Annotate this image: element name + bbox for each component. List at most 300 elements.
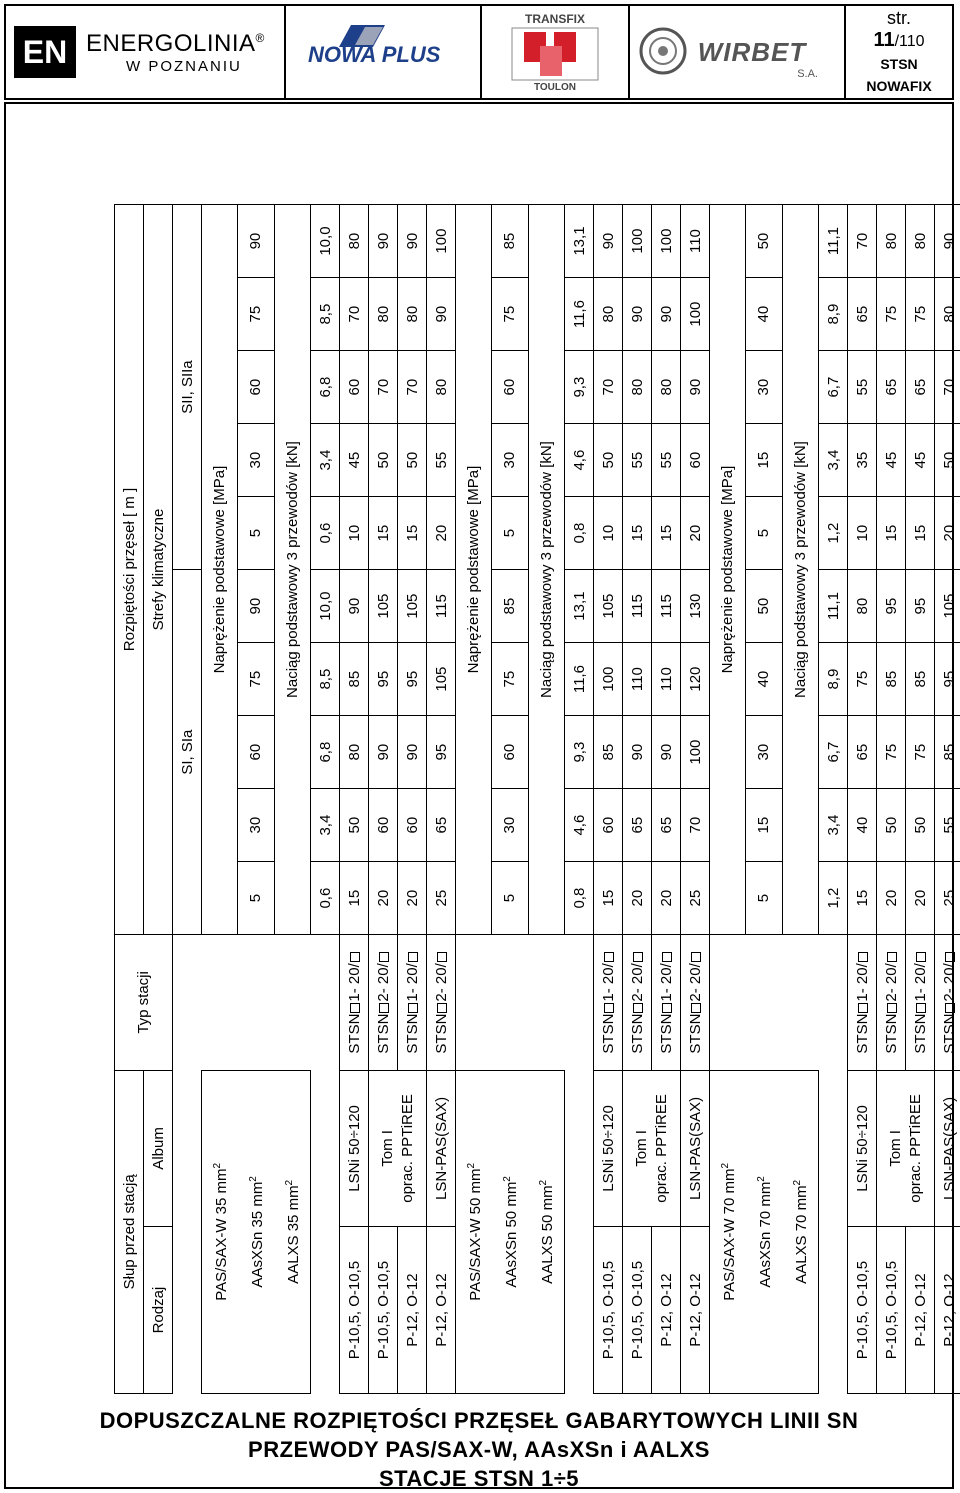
album-oprac: oprac. PPTiREE [398, 1094, 416, 1203]
rodzaj-cell: P-10,5, O-10,5 [594, 1227, 623, 1394]
span-value: 55 [623, 424, 652, 497]
span-value: 85 [935, 716, 960, 789]
conductor-name [782, 1071, 818, 1393]
span-value: 80 [340, 205, 369, 278]
span-value: 70 [398, 351, 427, 424]
placeholder-square-icon [887, 952, 897, 962]
pull-values-row [311, 205, 340, 1394]
span-value: 80 [935, 278, 960, 351]
conductor-cell [710, 1070, 819, 1393]
empty-cell [456, 935, 492, 1071]
span-value: 70 [594, 351, 623, 424]
placeholder-square-icon [379, 952, 389, 962]
span-value: 20 [681, 497, 710, 570]
span-value: 55 [652, 424, 681, 497]
station-type-cell [594, 935, 623, 1071]
pull-value: 0,6 [311, 862, 340, 935]
rodzaj-cell: P-12, O-12 [398, 1227, 427, 1394]
conductor-label: AAsXSn 70 mm [757, 1181, 774, 1288]
span-value: 75 [877, 278, 906, 351]
table-row [877, 205, 906, 1394]
stress-value: 30 [238, 424, 274, 497]
title-line-3: STACJE STSN 1÷5 [378, 1466, 580, 1491]
pull-value: 1,2 [819, 497, 848, 570]
span-value: 20 [623, 862, 652, 935]
station-type-suffix: 2- 20/ [374, 963, 392, 1002]
span-value: 80 [623, 351, 652, 424]
station-type-cell [369, 935, 398, 1071]
pull-value: 11,6 [565, 643, 594, 716]
pull-value: 13,1 [565, 205, 594, 278]
conductor-name [492, 1071, 528, 1393]
station-type-suffix: 1- 20/ [853, 963, 871, 1002]
span-value: 20 [369, 862, 398, 935]
span-value: 10 [594, 497, 623, 570]
station-type-cell [681, 935, 710, 1071]
span-value: 65 [848, 278, 877, 351]
conductor-name [710, 1071, 746, 1393]
pull-value: 0,8 [565, 497, 594, 570]
span-value: 120 [681, 643, 710, 716]
station-type-cell [427, 935, 456, 1071]
station-type-suffix: 1- 20/ [657, 963, 675, 1002]
placeholder-square-icon [858, 952, 868, 962]
station-type-suffix: 1- 20/ [345, 963, 363, 1002]
pull-value: 10,0 [311, 570, 340, 643]
span-value: 60 [681, 424, 710, 497]
span-value: 65 [906, 351, 935, 424]
empty-cell [782, 935, 818, 1071]
span-value: 15 [369, 497, 398, 570]
span-value: 90 [623, 278, 652, 351]
stress-value: 5 [492, 497, 528, 570]
stress-value: 5 [492, 862, 528, 935]
span-value: 90 [340, 570, 369, 643]
table-row [848, 205, 877, 1394]
station-type-suffix: 1- 20/ [911, 963, 929, 1002]
span-value: 105 [369, 570, 398, 643]
pull-label: Naciąg podstawowy 3 przewodów [kN] [782, 205, 818, 935]
conductor-name [202, 1071, 238, 1393]
station-type-prefix: STSN [599, 1013, 617, 1054]
empty-cell [565, 935, 594, 1394]
stress-label-row [202, 205, 238, 1394]
span-value: 90 [427, 278, 456, 351]
span-value: 110 [681, 205, 710, 278]
placeholder-square-icon [408, 952, 418, 962]
placeholder-square-icon [350, 1003, 360, 1013]
conductor-cell [202, 1070, 311, 1393]
album-cell: LSNi 50÷120 [594, 1070, 623, 1226]
placeholder-square-icon [633, 952, 643, 962]
span-value: 60 [340, 351, 369, 424]
stress-value: 60 [492, 351, 528, 424]
pull-value: 11,6 [565, 278, 594, 351]
title-line-1: DOPUSZCZALNE ROZPIĘTOŚCI PRZĘSEŁ GABARYTOWYCH LINII SN [99, 1408, 859, 1433]
span-value: 85 [594, 716, 623, 789]
span-value: 20 [652, 862, 681, 935]
conductor-label: AAsXSn 35 mm [249, 1181, 266, 1288]
album-cell: LSN-PAS(SAX) [935, 1070, 960, 1226]
placeholder-square-icon [633, 1003, 643, 1013]
span-value: 90 [681, 351, 710, 424]
nowa-plus-logo [286, 6, 482, 98]
rodzaj-cell: P-10,5, O-10,5 [623, 1227, 652, 1394]
span-value: 90 [369, 716, 398, 789]
stress-value: 75 [492, 643, 528, 716]
album-cell: LSN-PAS(SAX) [681, 1070, 710, 1226]
page-number: 11 [873, 29, 895, 51]
station-type-prefix: STSN [853, 1013, 871, 1054]
span-value: 15 [340, 862, 369, 935]
span-value: 85 [906, 643, 935, 716]
pull-value: 8,5 [311, 643, 340, 716]
span-value: 50 [369, 424, 398, 497]
span-value: 45 [340, 424, 369, 497]
span-value: 90 [935, 205, 960, 278]
station-type-suffix: 2- 20/ [940, 963, 958, 1002]
album-cell: LSNi 50÷120 [340, 1070, 369, 1226]
span-value: 45 [906, 424, 935, 497]
stress-value: 15 [746, 789, 782, 862]
span-value: 110 [652, 643, 681, 716]
span-value: 90 [369, 205, 398, 278]
station-type-prefix: STSN [432, 1013, 450, 1054]
rotated-span-table [114, 204, 958, 1394]
conductor-name [746, 1071, 782, 1393]
pull-value: 8,5 [311, 278, 340, 351]
pull-value: 13,1 [565, 570, 594, 643]
span-value: 70 [848, 205, 877, 278]
title-line-2: PRZEWODY PAS/SAX-W, AAsXSn i AALXS [248, 1437, 710, 1462]
span-value: 60 [398, 789, 427, 862]
pull-value: 8,9 [819, 643, 848, 716]
empty-cell [274, 935, 310, 1071]
span-table-body [115, 205, 960, 1394]
station-type-cell [623, 935, 652, 1071]
rodzaj-cell: P-12, O-12 [681, 1227, 710, 1394]
span-value: 75 [877, 716, 906, 789]
toulon-text: TOULON [533, 81, 577, 93]
station-type-cell [848, 935, 877, 1071]
conductor-unit-sup: 2 [538, 1179, 549, 1186]
rodzaj-cell: P-10,5, O-10,5 [340, 1227, 369, 1394]
conductor-unit-sup: 2 [212, 1162, 223, 1169]
span-value: 85 [877, 643, 906, 716]
station-type-cell [398, 935, 427, 1071]
span-value: 110 [623, 643, 652, 716]
span-value: 100 [594, 643, 623, 716]
span-value: 95 [369, 643, 398, 716]
conductor-unit-sup: 2 [720, 1162, 731, 1169]
station-type-prefix: STSN [374, 1013, 392, 1054]
stress-value: 30 [746, 351, 782, 424]
pull-values-row [565, 205, 594, 1394]
empty-cell [311, 935, 340, 1394]
page-header [4, 4, 954, 100]
station-type-prefix: STSN [911, 1013, 929, 1054]
station-type-cell [340, 935, 369, 1071]
table-frame [4, 102, 958, 1491]
pull-label: Naciąg podstawowy 3 przewodów [kN] [274, 205, 310, 935]
pull-value: 6,7 [819, 716, 848, 789]
conductor-name [274, 1071, 310, 1393]
registered-mark: ® [255, 30, 265, 45]
energolinia-logo [6, 6, 286, 98]
rodzaj-cell: P-10,5, O-10,5 [877, 1227, 906, 1394]
pull-value: 11,1 [819, 570, 848, 643]
wirbet-bearing-icon [638, 16, 688, 86]
header-rozpietosci: Rozpiętości przęseł [ m ] [115, 205, 144, 935]
empty-cell [492, 935, 528, 1071]
pull-value: 3,4 [819, 424, 848, 497]
span-value: 50 [935, 424, 960, 497]
page-label: str. [886, 8, 911, 28]
rodzaj-cell: P-12, O-12 [427, 1227, 456, 1394]
pull-value: 10,0 [311, 205, 340, 278]
span-value: 80 [906, 205, 935, 278]
span-value: 70 [935, 351, 960, 424]
table-row [935, 205, 960, 1394]
span-value: 20 [877, 862, 906, 935]
span-value: 130 [681, 570, 710, 643]
stress-label-row [456, 205, 492, 1394]
span-value: 15 [398, 497, 427, 570]
stress-value: 50 [746, 570, 782, 643]
span-value: 10 [848, 497, 877, 570]
conductor-label: PAS/SAX-W 70 mm [721, 1168, 738, 1301]
pull-value: 6,8 [311, 351, 340, 424]
station-type-suffix: 2- 20/ [432, 963, 450, 1002]
pull-value: 4,6 [565, 789, 594, 862]
stress-value: 40 [746, 643, 782, 716]
span-value: 80 [398, 278, 427, 351]
pull-value: 4,6 [565, 424, 594, 497]
pull-label: Naciąg podstawowy 3 przewodów [kN] [528, 205, 564, 935]
span-value: 25 [427, 862, 456, 935]
placeholder-square-icon [945, 1003, 955, 1013]
span-value: 15 [594, 862, 623, 935]
span-value: 25 [681, 862, 710, 935]
span-value: 15 [848, 862, 877, 935]
conductor-name [528, 1071, 564, 1393]
placeholder-square-icon [691, 952, 701, 962]
station-type-suffix: 2- 20/ [882, 963, 900, 1002]
station-type-prefix: STSN [345, 1013, 363, 1054]
placeholder-square-icon [662, 952, 672, 962]
span-value: 80 [652, 351, 681, 424]
span-value: 50 [877, 789, 906, 862]
span-value: 45 [877, 424, 906, 497]
station-type-suffix: 2- 20/ [686, 963, 704, 1002]
pull-value: 6,7 [819, 351, 848, 424]
conductor-label: AALXS 35 mm [285, 1185, 302, 1284]
span-value: 105 [398, 570, 427, 643]
header-slup: Słup przed stacją [115, 1070, 144, 1393]
stress-value: 30 [746, 716, 782, 789]
header-zone-2: SII, SIIa [173, 205, 202, 570]
nowa-plus-text: NOWA PLUS [308, 42, 441, 67]
stress-value: 75 [238, 278, 274, 351]
span-value: 15 [623, 497, 652, 570]
span-value: 90 [652, 716, 681, 789]
table-row [427, 205, 456, 1394]
header-strefy: Strefy klimatyczne [144, 205, 173, 935]
span-value: 25 [935, 862, 960, 935]
span-value: 10 [340, 497, 369, 570]
empty-cell [710, 935, 746, 1071]
stress-value: 30 [492, 424, 528, 497]
placeholder-square-icon [945, 952, 955, 962]
stress-value: 5 [238, 862, 274, 935]
header-rodzaj: Rodzaj [144, 1227, 173, 1394]
span-value: 75 [906, 278, 935, 351]
span-value: 100 [681, 716, 710, 789]
pull-value: 3,4 [311, 789, 340, 862]
conductor-name [456, 1071, 492, 1393]
span-value: 15 [877, 497, 906, 570]
station-type-cell [877, 935, 906, 1071]
album-tom: Tom I [632, 1130, 650, 1167]
album-oprac: oprac. PPTiREE [652, 1094, 670, 1203]
stress-value: 15 [746, 424, 782, 497]
stress-value: 5 [238, 497, 274, 570]
span-value: 115 [623, 570, 652, 643]
span-value: 70 [681, 789, 710, 862]
span-value: 95 [935, 643, 960, 716]
rodzaj-cell: P-10,5, O-10,5 [848, 1227, 877, 1394]
pull-value: 0,6 [311, 497, 340, 570]
span-value: 65 [427, 789, 456, 862]
station-type-prefix: STSN [686, 1013, 704, 1054]
stress-value: 90 [238, 570, 274, 643]
album-oprac: oprac. PPTiREE [906, 1094, 924, 1203]
placeholder-square-icon [379, 1003, 389, 1013]
stress-value: 30 [238, 789, 274, 862]
span-value: 60 [594, 789, 623, 862]
stress-value: 60 [492, 716, 528, 789]
station-type-suffix: 1- 20/ [403, 963, 421, 1002]
en-badge: EN [14, 26, 76, 78]
station-type-suffix: 1- 20/ [599, 963, 617, 1002]
span-value: 65 [652, 789, 681, 862]
album-tom: Tom I [886, 1130, 904, 1167]
span-value: 115 [427, 570, 456, 643]
span-value: 105 [935, 570, 960, 643]
album-cell [623, 1070, 681, 1226]
station-type-cell [652, 935, 681, 1071]
placeholder-square-icon [437, 952, 447, 962]
stress-value: 50 [746, 205, 782, 278]
stress-value: 90 [238, 205, 274, 278]
conductor-label: AALXS 70 mm [793, 1185, 810, 1284]
table-row [623, 205, 652, 1394]
span-value: 50 [340, 789, 369, 862]
span-value: 90 [398, 205, 427, 278]
station-type-cell [935, 935, 960, 1071]
album-cell [877, 1070, 935, 1226]
span-value: 85 [340, 643, 369, 716]
pull-value: 9,3 [565, 716, 594, 789]
span-value: 100 [652, 205, 681, 278]
span-value: 80 [340, 716, 369, 789]
span-value: 50 [906, 789, 935, 862]
span-value: 65 [848, 716, 877, 789]
conductor-unit-sup: 2 [792, 1179, 803, 1186]
span-value: 60 [369, 789, 398, 862]
empty-cell [746, 935, 782, 1071]
span-value: 50 [594, 424, 623, 497]
conductor-name [238, 1071, 274, 1393]
stress-value: 5 [746, 497, 782, 570]
wirbet-sa-text: S.A. [797, 68, 818, 80]
placeholder-square-icon [604, 1003, 614, 1013]
span-value: 90 [652, 278, 681, 351]
album-cell: LSNi 50÷120 [848, 1070, 877, 1226]
empty-cell [238, 935, 274, 1071]
span-value: 20 [398, 862, 427, 935]
span-value: 70 [369, 351, 398, 424]
album-cell [369, 1070, 427, 1226]
station-type-prefix: STSN [628, 1013, 646, 1054]
span-table [114, 204, 960, 1394]
span-value: 90 [594, 205, 623, 278]
empty-cell [528, 935, 564, 1071]
span-value: 75 [848, 643, 877, 716]
pull-value: 1,2 [819, 862, 848, 935]
table-row [681, 205, 710, 1394]
stress-value: 85 [492, 205, 528, 278]
station-type-prefix: STSN [882, 1013, 900, 1054]
span-value: 105 [594, 570, 623, 643]
span-value: 95 [427, 716, 456, 789]
span-value: 50 [398, 424, 427, 497]
stress-value: 75 [238, 643, 274, 716]
stress-value: 30 [492, 789, 528, 862]
conductor-unit-sup: 2 [248, 1176, 259, 1182]
page-info-cell [846, 6, 952, 98]
transfix-emblem-icon [510, 26, 600, 82]
placeholder-square-icon [604, 952, 614, 962]
conductor-label: PAS/SAX-W 35 mm [213, 1168, 230, 1301]
placeholder-square-icon [691, 1003, 701, 1013]
wirbet-text: WIRBET [697, 36, 807, 67]
header-album: Album [144, 1070, 173, 1226]
placeholder-square-icon [408, 1003, 418, 1013]
station-type-cell [906, 935, 935, 1071]
span-value: 100 [623, 205, 652, 278]
placeholder-square-icon [662, 1003, 672, 1013]
conductor-unit-sup: 2 [466, 1162, 477, 1169]
span-value: 80 [427, 351, 456, 424]
stress-value: 85 [492, 570, 528, 643]
span-value: 80 [877, 205, 906, 278]
pull-value: 3,4 [311, 424, 340, 497]
span-value: 95 [877, 570, 906, 643]
placeholder-square-icon [350, 952, 360, 962]
span-value: 20 [935, 497, 960, 570]
placeholder-square-icon [437, 1003, 447, 1013]
conductor-label: AAsXSn 50 mm [503, 1181, 520, 1288]
span-value: 115 [652, 570, 681, 643]
company-city: W POZNANIU [126, 57, 242, 75]
stress-value: 75 [492, 278, 528, 351]
placeholder-square-icon [887, 1003, 897, 1013]
table-row [340, 205, 369, 1394]
station-type-prefix: STSN [657, 1013, 675, 1054]
span-value: 20 [906, 862, 935, 935]
doc-code-nowafix: NOWAFIX [866, 78, 932, 94]
